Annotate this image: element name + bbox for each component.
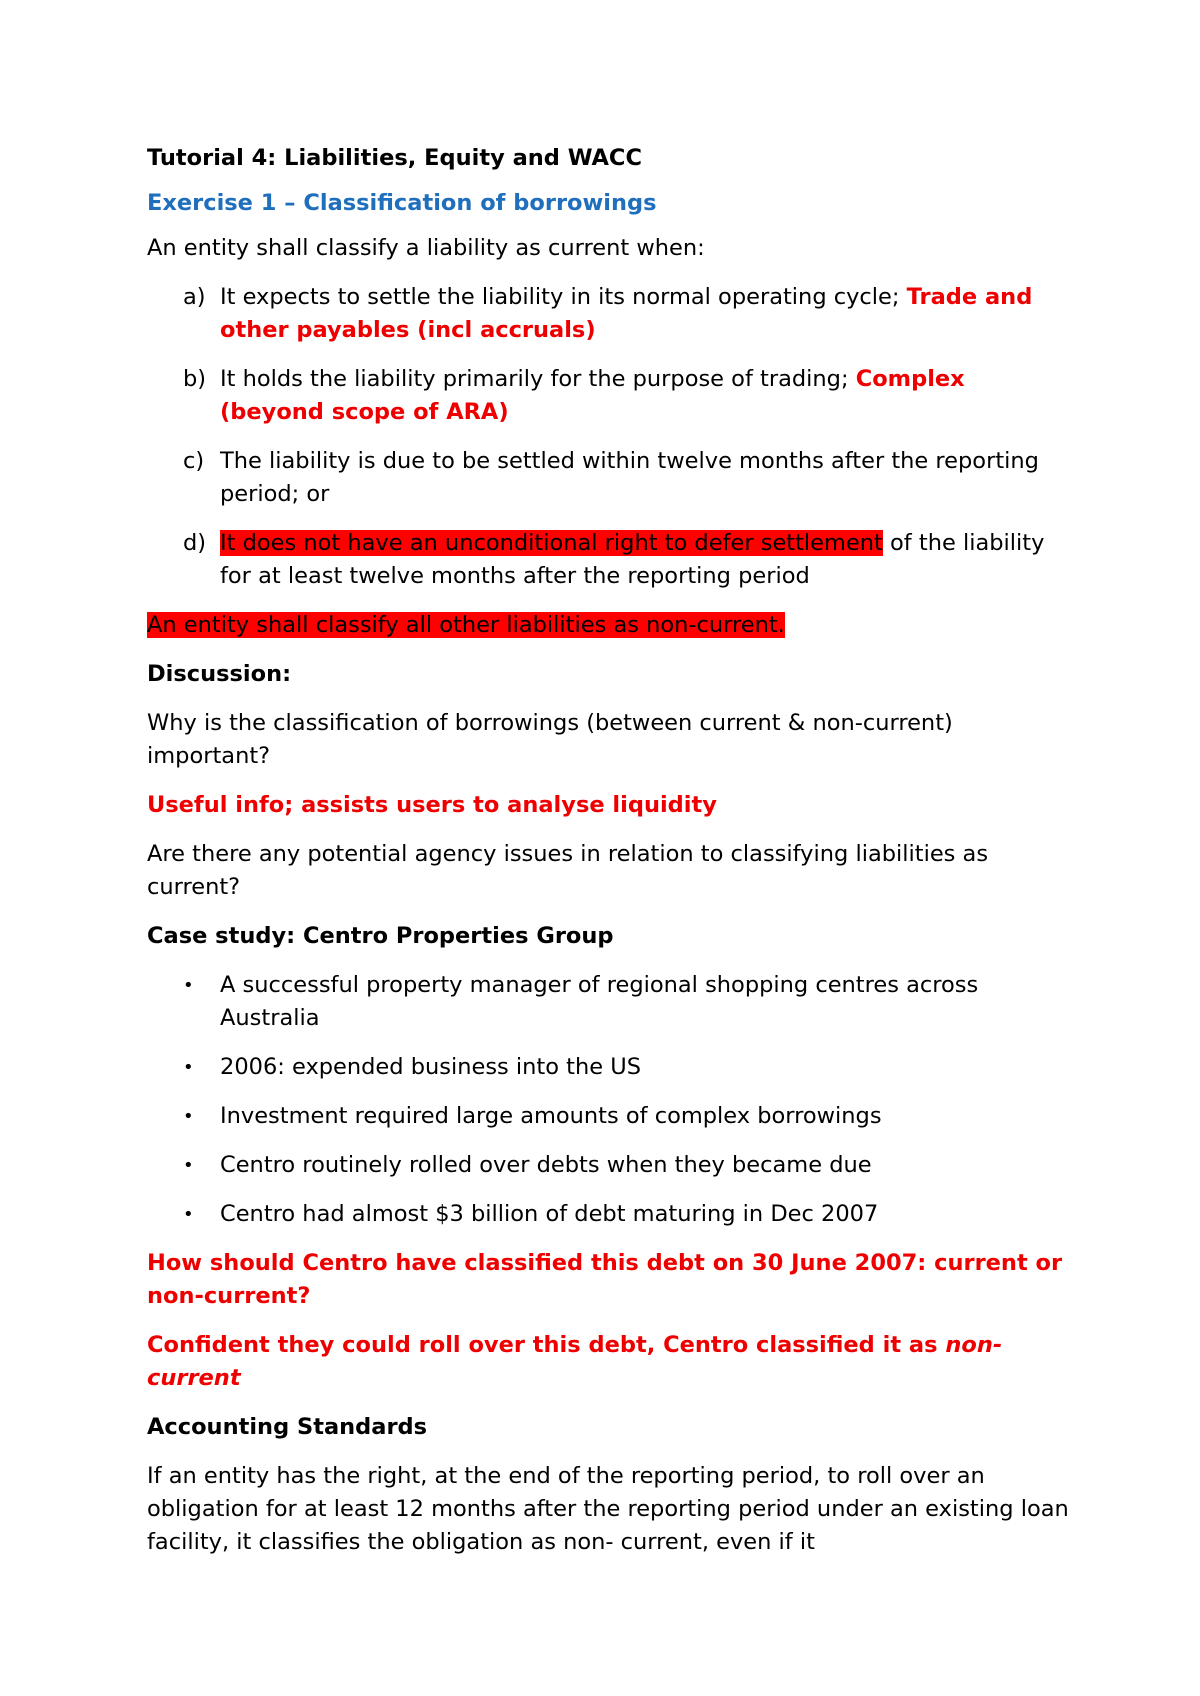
bullet-icon: •	[183, 1204, 194, 1225]
bullet-icon: •	[183, 1155, 194, 1176]
discussion-heading: Discussion:	[147, 661, 292, 687]
list-marker: d)	[183, 530, 207, 556]
list-item: • A successful property manager of regional shopping centres across Australia	[147, 969, 1070, 1035]
list-item: • 2006: expended business into the US	[147, 1051, 1070, 1084]
standards-text: If an entity has the right, at the end of the reporting period, to roll over an obligation for at least 12 months after the reporting period under an existing loan facility, it classifies the obligation as non- current, even if it	[147, 1463, 1069, 1555]
case-question: How should Centro have classified this debt on 30 June 2007: current or non-current?	[147, 1250, 1063, 1309]
list-item	[147, 281, 1070, 347]
standards-heading: Accounting Standards	[147, 1414, 428, 1440]
criterion-text: The liability is due to be settled within twelve months after the reporting period; or	[220, 448, 1039, 507]
case-answer: Confident they could roll over this debt, Centro classified it as non-current	[147, 1332, 1003, 1391]
list-marker: a)	[183, 284, 206, 310]
intro-text: An entity shall classify a liability as current when:	[147, 235, 705, 261]
question-1: Why is the classification of borrowings (between current & non-current) important?	[147, 710, 953, 769]
exercise-heading: Exercise 1 – Classification of borrowings	[147, 190, 657, 216]
case-answer-emphasis: non-current	[147, 1332, 1003, 1391]
bullet-icon: •	[183, 1106, 194, 1127]
list-item: • Centro had almost $3 billion of debt maturing in Dec 2007	[147, 1198, 1070, 1231]
answer-1: Useful info; assists users to analyse liquidity	[147, 792, 717, 818]
list-item	[147, 363, 1070, 429]
criterion-note: Complex (beyond scope of ARA)	[220, 366, 965, 425]
list-item: • Centro routinely rolled over debts when they became due	[147, 1149, 1070, 1182]
highlighted-text: An entity shall classify all other liabilities as non-current.	[147, 612, 785, 638]
criteria-list	[147, 281, 1070, 593]
list-item: • Investment required large amounts of complex borrowings	[147, 1100, 1070, 1133]
highlighted-criterion: It does not have an unconditional right to defer settlement	[220, 530, 883, 556]
bullet-icon: •	[183, 1057, 194, 1078]
bullet-icon: •	[183, 975, 194, 996]
list-item	[147, 527, 1070, 593]
list-marker: b)	[183, 366, 207, 392]
criterion-text: of the liability for at least twelve months after the reporting period	[220, 530, 1045, 589]
criterion-text: It expects to settle the liability in its normal operating cycle;	[220, 284, 907, 310]
other-liabilities-text	[147, 609, 1070, 642]
question-2: Are there any potential agency issues in relation to classifying liabilities as current?	[147, 841, 989, 900]
criterion-text: It holds the liability primarily for the purpose of trading;	[220, 366, 856, 392]
list-item	[147, 445, 1070, 511]
case-points-list	[147, 969, 1070, 1231]
case-study-heading: Case study: Centro Properties Group	[147, 923, 614, 949]
list-marker: c)	[183, 448, 205, 474]
criterion-note: Trade and other payables (incl accruals)	[220, 284, 1033, 343]
page-title: Tutorial 4: Liabilities, Equity and WACC	[147, 145, 642, 171]
